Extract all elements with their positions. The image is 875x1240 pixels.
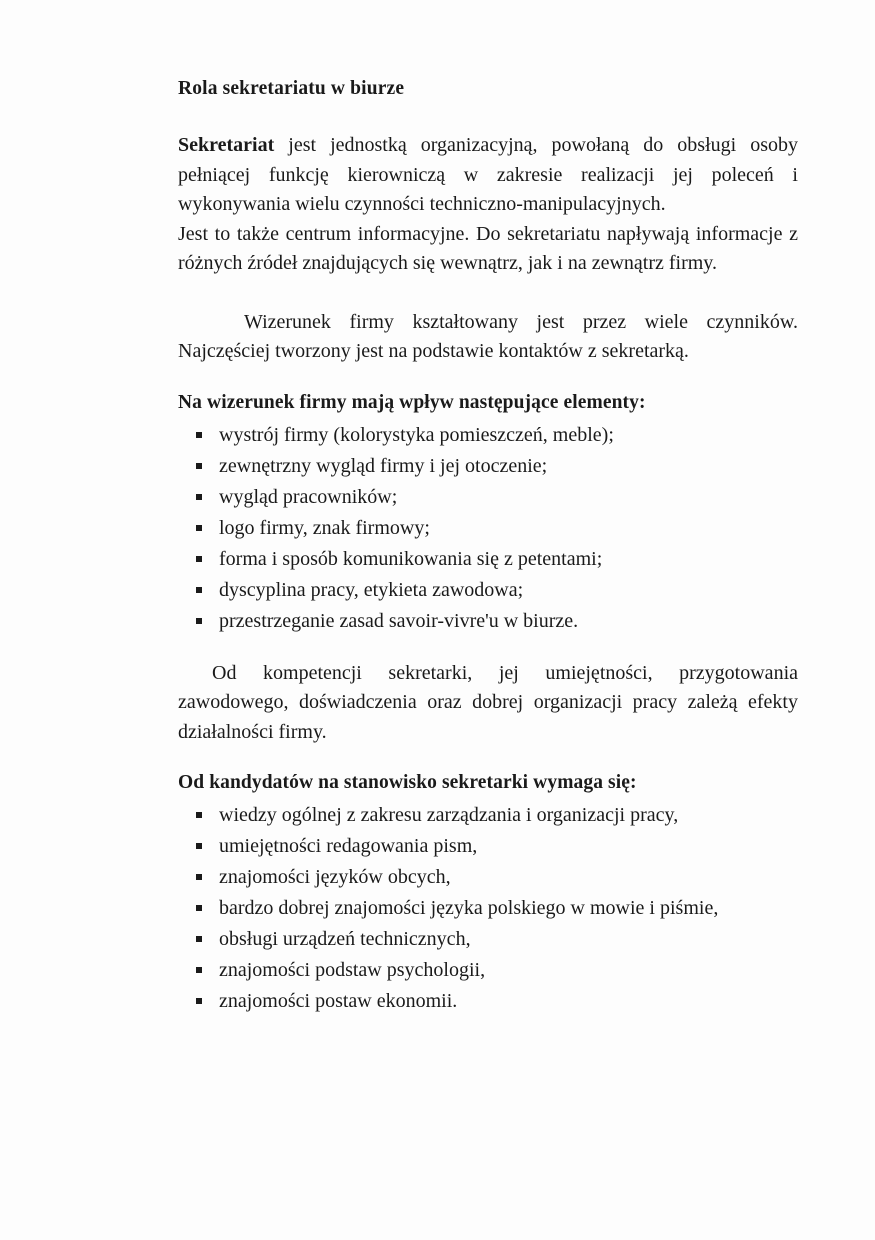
paragraph-information-center: Jest to także centrum informacyjne. Do sekretariatu napływają informacje z różnych źródeł znajdujących się wewnątrz, jak i na zewnątrz firmy. xyxy=(178,222,798,274)
document-body xyxy=(178,76,798,1017)
square-bullet-icon xyxy=(196,967,202,973)
list-item-label: dyscyplina pracy, etykieta zawodowa; xyxy=(219,578,524,601)
list-item-label: logo firmy, znak firmowy; xyxy=(219,516,430,539)
list-item xyxy=(178,482,798,513)
heading-candidate-requirements: Od kandydatów na stanowisko sekretarki wymaga się: xyxy=(178,772,637,793)
definition-text: jest jednostką organizacyjną, powołaną do obsługi osoby pełniącej funkcję kierowniczą w zakresie realizacji jej poleceń i wykonywania wielu czynności techniczno-manipulacyjnych. xyxy=(178,134,798,215)
list-item-label: przestrzeganie zasad savoir-vivre'u w biurze. xyxy=(219,609,579,632)
heading-image-elements: Na wizerunek firmy mają wpływ następujące elementy: xyxy=(178,391,646,413)
list-item xyxy=(178,544,798,575)
list-item-label: bardzo dobrej znajomości języka polskiego w mowie i piśmie, xyxy=(219,897,719,919)
list-item-label: umiejętności redagowania pism, xyxy=(219,835,478,857)
list-item-label: znajomości języków obcych, xyxy=(219,866,451,888)
list-candidate-requirements xyxy=(178,800,798,1017)
spacer xyxy=(178,747,798,769)
paragraph-definition xyxy=(178,131,798,220)
list-item-label: forma i sposób komunikowania się z petentami; xyxy=(219,547,603,570)
square-bullet-icon xyxy=(196,432,202,438)
list-item xyxy=(178,831,798,862)
square-bullet-icon xyxy=(196,998,202,1004)
list-item-label: znajomości podstaw psychologii, xyxy=(219,959,486,981)
square-bullet-icon xyxy=(196,463,202,469)
list-item xyxy=(178,862,798,893)
spacer xyxy=(178,279,798,308)
list-item-label: wiedzy ogólnej z zakresu zarządzania i organizacji pracy, xyxy=(219,804,679,826)
list-item xyxy=(178,606,798,637)
list-item xyxy=(178,800,798,831)
square-bullet-icon xyxy=(196,812,202,818)
list-item xyxy=(178,451,798,482)
list-item xyxy=(178,893,798,924)
square-bullet-icon xyxy=(196,556,202,562)
square-bullet-icon xyxy=(196,874,202,880)
list-item-label: wystrój firmy (kolorystyka pomieszczeń, meble); xyxy=(219,423,614,446)
list-item-label: wygląd pracowników; xyxy=(219,485,398,508)
list-item xyxy=(178,955,798,986)
square-bullet-icon xyxy=(196,494,202,500)
square-bullet-icon xyxy=(196,936,202,942)
paragraph-competences: Od kompetencji sekretarki, jej umiejętności, przygotowania zawodowego, doświadczenia oraz dobrej organizacji pracy zależą efekty działalności firmy. xyxy=(178,661,798,743)
paragraph-company-image: Wizerunek firmy kształtowany jest przez wiele czynników. Najczęściej tworzony jest na podstawie kontaktów z sekretarką. xyxy=(178,310,798,362)
list-item xyxy=(178,420,798,451)
list-item xyxy=(178,986,798,1017)
spacer xyxy=(178,367,798,389)
list-item-label: obsługi urządzeń technicznych, xyxy=(219,928,471,950)
square-bullet-icon xyxy=(196,587,202,593)
list-item xyxy=(178,924,798,955)
square-bullet-icon xyxy=(196,525,202,531)
definition-term: Sekretariat xyxy=(178,134,275,156)
list-image-elements xyxy=(178,420,798,637)
square-bullet-icon xyxy=(196,905,202,911)
list-item xyxy=(178,575,798,606)
square-bullet-icon xyxy=(196,618,202,624)
page-title: Rola sekretariatu w biurze xyxy=(178,78,405,99)
list-item-label: znajomości postaw ekonomii. xyxy=(219,990,458,1012)
list-item-label: zewnętrzny wygląd firmy i jej otoczenie; xyxy=(219,454,548,477)
spacer xyxy=(178,637,798,659)
square-bullet-icon xyxy=(196,843,202,849)
list-item xyxy=(178,513,798,544)
